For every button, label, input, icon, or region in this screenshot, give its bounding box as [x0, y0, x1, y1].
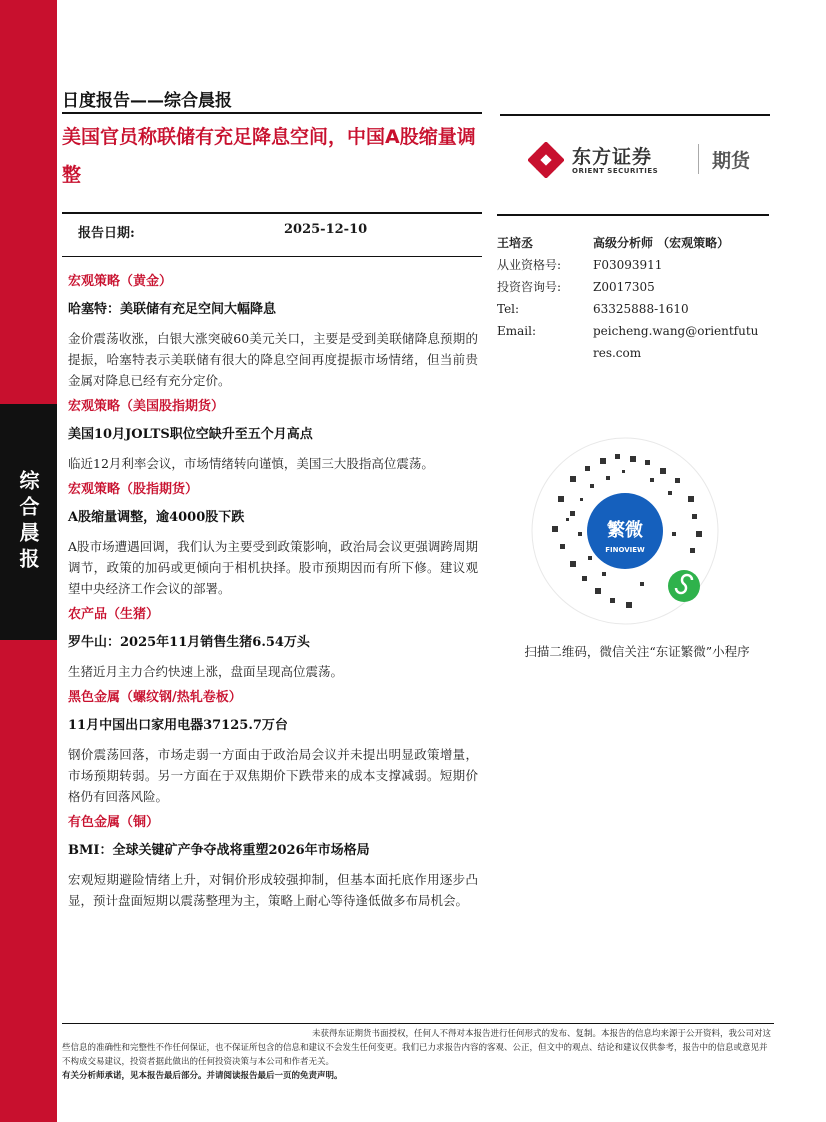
section-category: 宏观策略（黄金）	[68, 274, 173, 289]
disclaimer	[62, 1027, 774, 1083]
section-category: 宏观策略（股指期货）	[68, 482, 199, 497]
section-body: 生猪近月主力合约快速上涨，盘面呈现高位震荡。	[68, 664, 344, 679]
disclaimer-text: 未获得东证期货书面授权，任何人不得对本报告进行任何形式的发布、复制。本报告的信息均来源于公开资料，我公司对这些信息的准确性和完整性不作任何保证，也不保证所包含的信息和建议不会发生任何变更。我们已力求报告内容的客观、公正，但文中的观点、结论和建议仅供参考，报告中的信息或意见并不构成交易建议，投资者据此做出的任何投资决策与本公司和作者无关。	[62, 1029, 772, 1067]
main-content	[68, 272, 478, 917]
page-title: 美国官员称联储有充足降息空间，中国A股缩量调整	[62, 126, 476, 186]
logo-futures: 期货	[712, 150, 751, 172]
section-headline: A股缩量调整，逾4000股下跌	[68, 510, 245, 525]
section-body: 钢价震荡回落，市场走弱一方面由于政治局会议并未提出明显政策增量，市场预期转弱。另一方面在于双焦期价下跌带来的成本支撑减弱。短期价格仍有回落风险。	[68, 747, 478, 804]
section-stock-index	[68, 480, 478, 599]
section-category: 有色金属（铜）	[68, 815, 160, 830]
analyst-field-label: 投资咨询号:	[497, 280, 562, 294]
analyst-field-value: Z0017305	[593, 280, 655, 294]
qr-brand-en: FINOVIEW	[605, 546, 645, 554]
section-headline: 美国10月JOLTS职位空缺升至五个月高点	[68, 427, 313, 442]
date-rule-bottom	[62, 256, 482, 257]
section-headline: 罗牛山：2025年11月销售生猪6.54万头	[68, 635, 310, 650]
analyst-email: peicheng.wang@orientfutures.com	[593, 324, 759, 360]
analyst-field-value: 63325888-1610	[593, 302, 689, 316]
logo-separator	[698, 144, 699, 174]
analyst-title: 高级分析师 （宏观策略）	[593, 236, 730, 250]
footer-rule	[62, 1023, 774, 1024]
side-tab-label: 综合晨报	[16, 470, 40, 574]
analyst-info	[497, 232, 777, 364]
report-date-label: 报告日期:	[78, 226, 135, 241]
date-rule-top	[62, 212, 482, 214]
section-gold	[68, 272, 478, 391]
section-body: 宏观短期避险情绪上升，对铜价形成较强抑制，但基本面托底作用逐步凸显，预计盘面短期以震荡整理为主，策略上耐心等待逢低做多布局机会。	[68, 872, 478, 908]
section-headline: BMI：全球关键矿产争夺战将重塑2026年市场格局	[68, 843, 370, 858]
analyst-field-value: F03093911	[593, 258, 663, 272]
report-type: 日度报告——综合晨报	[62, 91, 232, 111]
aside-rule	[497, 214, 769, 216]
report-date-value: 2025-12-10	[284, 222, 368, 237]
section-category: 农产品（生猪）	[68, 607, 160, 622]
section-category: 黑色金属（螺纹钢/热轧卷板）	[68, 690, 242, 705]
logo-mark-icon	[528, 142, 564, 178]
analyst-name: 王培丞	[497, 236, 534, 250]
section-copper	[68, 813, 478, 911]
qr-caption: 扫描二维码，微信关注“东证繁微”小程序	[524, 644, 750, 659]
mini-program-qr-code	[530, 436, 720, 626]
top-rule-left	[62, 112, 482, 114]
section-category: 宏观策略（美国股指期货）	[68, 399, 225, 414]
logo-text-cn: 东方证券	[572, 146, 653, 168]
section-headline: 11月中国出口家用电器37125.7万台	[68, 718, 288, 733]
section-body: 临近12月利率会议，市场情绪转向谨慎，美国三大股指高位震荡。	[68, 456, 434, 471]
section-body: A股市场遭遇回调，我们认为主要受到政策影响，政治局会议更强调跨周期调节，政策的加码或更倾向于相机抉择。股市预期因而有所下修。建议观望中央经济工作会议的部署。	[68, 539, 478, 596]
section-us-index	[68, 397, 478, 474]
side-tab	[0, 404, 57, 640]
logo-text-en: ORIENT SECURITIES	[572, 167, 659, 175]
analyst-field-label: 从业资格号:	[497, 258, 562, 272]
top-rule-right	[500, 114, 770, 116]
analyst-field-label: Tel:	[497, 302, 520, 316]
section-hogs	[68, 605, 478, 682]
section-body: 金价震荡收涨，白银大涨突破60美元关口，主要是受到美联储降息预期的提振，哈塞特表示美联储有很大的降息空间再度提振市场情绪，但当前贵金属对降息已经有充分定价。	[68, 331, 478, 388]
company-logo	[528, 140, 768, 180]
qr-brand-cn: 繁微	[607, 520, 643, 541]
section-steel	[68, 688, 478, 807]
section-headline: 哈塞特：美联储有充足空间大幅降息	[68, 302, 277, 317]
analyst-field-label: Email:	[497, 324, 537, 338]
disclaimer-bold: 有关分析师承诺，见本报告最后部分。并请阅读报告最后一页的免责声明。	[62, 1071, 343, 1081]
